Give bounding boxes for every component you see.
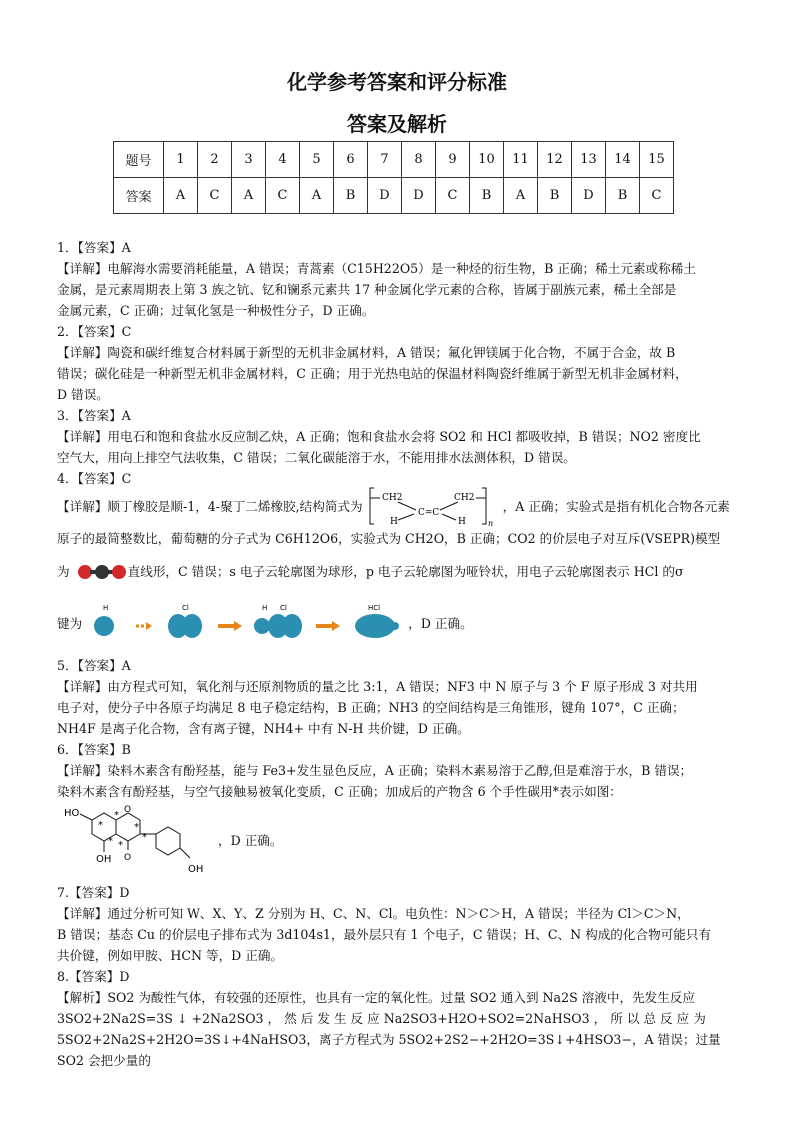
orbital-label-cl2: Cl	[280, 604, 287, 612]
question-number-cell: 14	[606, 142, 640, 178]
page-title: 化学参考答案和评分标准	[287, 70, 507, 94]
struct-ch2-left: CH2	[382, 493, 403, 503]
question-number-cell: 8	[402, 142, 436, 178]
chiral-star: *	[108, 836, 113, 847]
mol-ho: HO	[64, 808, 80, 819]
question-number-cell: 6	[334, 142, 368, 178]
orbital-label-hcl: HCl	[368, 604, 381, 612]
explanation-text: 直线形，C 错误；s 电子云轮廓图为球形，p 电子云轮廓图为哑铃状，用电子云轮廓图表示 HCl 的σ	[127, 564, 684, 579]
question-number-cell: 4	[266, 142, 300, 178]
answer-line: 8.【答案】D	[57, 969, 130, 984]
struct-h-right: H	[458, 517, 466, 527]
question-number-cell: 1	[164, 142, 198, 178]
explanation-line: 金属元素，C 正确；过氧化氢是一种极性分子，D 正确。	[57, 303, 375, 318]
page-subtitle: 答案及解析	[347, 112, 447, 136]
mol-o2: O	[124, 853, 132, 863]
question-number-cell: 5	[300, 142, 334, 178]
answer-table-row-label: 答案	[114, 178, 164, 214]
explanation-line: 【详解】电解海水需要消耗能量，A 错误；青蒿素（C15H22O5）是一种烃的衍生物，B 正确；稀土元素或称稀土	[57, 261, 696, 276]
chiral-carbon-structure	[60, 800, 220, 880]
answer-cell: C	[640, 178, 674, 214]
hcl-sigma-bond-diagram	[90, 602, 410, 644]
explanation-line: 【解析】SO2 为酸性气体，有较强的还原性，也具有一定的氧化性。过量 SO2 通入到 Na2S 溶液中，先发生反应	[57, 990, 696, 1005]
answer-cell: D	[368, 178, 402, 214]
explanation-line: 3SO2+2Na2S=3S ↓ +2Na2SO3 ， 然 后 发 生 反 应 Na2SO3+H2O+SO2=2NaHSO3 ， 所 以 总 反 应 为	[57, 1011, 706, 1026]
orbital-label-h2: H	[262, 604, 268, 612]
explanation-line: 原子的最简整数比，葡萄糖的分子式为 C6H12O6，实验式为 CH2O，B 正确；CO2 的价层电子对互斥(VSEPR)模型	[57, 531, 721, 546]
struct-double-bond: C=C	[418, 508, 440, 518]
chiral-star: *	[142, 832, 147, 843]
explanation-line: 共价键，例如甲胺、HCN 等，D 正确。	[57, 948, 284, 963]
orbital-label-h: H	[103, 604, 109, 612]
explanation-line: 染料木素含有酚羟基，与空气接触易被氧化变质，C 正确；加成后的产物含 6 个手性碳用*表示如图：	[57, 784, 622, 799]
answer-line: 7.【答案】D	[57, 885, 130, 900]
question-number-cell: 10	[470, 142, 504, 178]
answer-table-row-label: 题号	[114, 142, 164, 178]
polybutadiene-structure	[366, 484, 496, 528]
explanation-line: NH4F 是离子化合物，含有离子键，NH4+ 中有 N-H 共价键，D 正确。	[57, 721, 470, 736]
answer-cell: A	[300, 178, 334, 214]
answer-table-number-row	[114, 142, 674, 178]
answer-line: 1．【答案】A	[57, 240, 131, 255]
explanation-text: ，A 正确；实验式是指有机化合物各元素	[502, 499, 730, 514]
explanation-line: D 错误。	[57, 387, 109, 402]
question-number-cell: 15	[640, 142, 674, 178]
answer-cell: D	[402, 178, 436, 214]
explanation-text: 键为	[57, 616, 83, 631]
answer-cell: D	[572, 178, 606, 214]
mol-oh-left: OH	[96, 854, 112, 865]
struct-ch2-right: CH2	[454, 493, 475, 503]
answer-cell: B	[606, 178, 640, 214]
explanation-line: 电子对，使分子中各原子均满足 8 电子稳定结构，B 正确；NH3 的空间结构是三角锥形，键角 107°，C 正确；	[57, 700, 685, 715]
co2-model-icon	[76, 563, 128, 581]
question-number-cell: 12	[538, 142, 572, 178]
q4-line-3	[57, 561, 742, 582]
explanation-line: 【详解】陶瓷和碳纤维复合材料属于新型的无机非金属材料，A 错误；氟化钾镁属于化合物，不属于合金，故 B	[57, 345, 676, 360]
explanation-line: 金属，是元素周期表上第 3 族之钪、钇和镧系元素共 17 种金属化学元素的合称，皆属于副族元素，稀土全部是	[57, 282, 677, 297]
answer-line: 2．【答案】C	[57, 324, 132, 339]
explanation-text: 为	[57, 564, 70, 579]
mol-o1: O	[124, 805, 132, 815]
answer-line: 5．【答案】A	[57, 658, 131, 673]
explanation-text: ，D 正确。	[408, 616, 473, 631]
explanation-line: 空气大，用向上排空气法收集，C 错误；二氧化碳能溶于水，不能用排水法测体积，D 错误。	[57, 450, 576, 465]
q6-line-3	[218, 830, 518, 851]
question-number-cell: 7	[368, 142, 402, 178]
answer-cell: A	[164, 178, 198, 214]
struct-h-left: H	[390, 517, 398, 527]
answer-cell: C	[436, 178, 470, 214]
answer-line: 6．【答案】B	[57, 742, 131, 757]
chiral-star: *	[118, 840, 123, 851]
explanation-line: 【详解】用电石和饱和食盐水反应制乙炔，A 正确；饱和食盐水会将 SO2 和 HCl 都吸收掉，B 错误；NO2 密度比	[57, 429, 701, 444]
chiral-star: *	[98, 820, 103, 831]
question-7	[57, 882, 742, 966]
question-number-cell: 13	[572, 142, 606, 178]
question-number-cell: 9	[436, 142, 470, 178]
answer-table	[113, 141, 674, 214]
question-3	[57, 405, 742, 468]
struct-n: n	[488, 519, 494, 528]
explanation-line: 错误；碳化硅是一种新型无机非金属材料，C 正确；用于光热电站的保温材料陶瓷纤维属于新型无机非金属材料，	[57, 366, 688, 381]
question-6	[57, 739, 742, 802]
question-5	[57, 655, 742, 739]
answer-cell: B	[538, 178, 572, 214]
question-1	[57, 237, 742, 321]
orbital-label-cl: Cl	[182, 604, 189, 612]
mol-oh-right: OH	[188, 864, 204, 875]
explanation-text: 【详解】顺丁橡胶是顺-1，4-聚丁二烯橡胶,结构简式为	[57, 499, 363, 514]
chiral-star: *	[114, 810, 119, 821]
explanation-line: 【详解】由方程式可知，氧化剂与还原剂物质的量之比 3:1，A 错误；NF3 中 N 原子与 3 个 F 原子形成 3 对共用	[57, 679, 698, 694]
explanation-line: 【详解】染料木素含有酚羟基，能与 Fe3+发生显色反应，A 正确；染料木素易溶于乙醇,但是难溶于水，B 错误；	[57, 763, 693, 778]
explanation-line: B 错误；基态 Cu 的价层电子排布式为 3d104s1，最外层只有 1 个电子，C 错误；H、C、N 构成的化合物可能只有	[57, 927, 712, 942]
question-2	[57, 321, 742, 405]
explanation-line: 【详解】通过分析可知 W、X、Y、Z 分别为 H、C、N、Cl。电负性：N＞C＞H，A 错误；半径为 Cl＞C＞N，	[57, 906, 690, 921]
q4-line-2	[57, 528, 742, 549]
answer-table-answer-row	[114, 178, 674, 214]
question-8	[57, 966, 742, 1071]
answer-cell: A	[504, 178, 538, 214]
answer-cell: A	[232, 178, 266, 214]
answer-cell: C	[198, 178, 232, 214]
question-number-cell: 3	[232, 142, 266, 178]
explanation-line: 5SO2+2Na2S+2H2O=3S↓+4NaHSO3，离子方程式为 5SO2+2S2−+2H2O=3S↓+4HSO3−，A 错误；过量 SO2 会把少量的	[57, 1032, 721, 1068]
question-number-cell: 11	[504, 142, 538, 178]
answer-cell: B	[334, 178, 368, 214]
answer-line: 3．【答案】A	[57, 408, 131, 423]
answer-cell: C	[266, 178, 300, 214]
answer-line: 4．【答案】C	[57, 471, 132, 486]
chiral-star: *	[134, 822, 139, 833]
question-number-cell: 2	[198, 142, 232, 178]
answer-cell: B	[470, 178, 504, 214]
explanation-line: ，D 正确。	[218, 833, 283, 848]
